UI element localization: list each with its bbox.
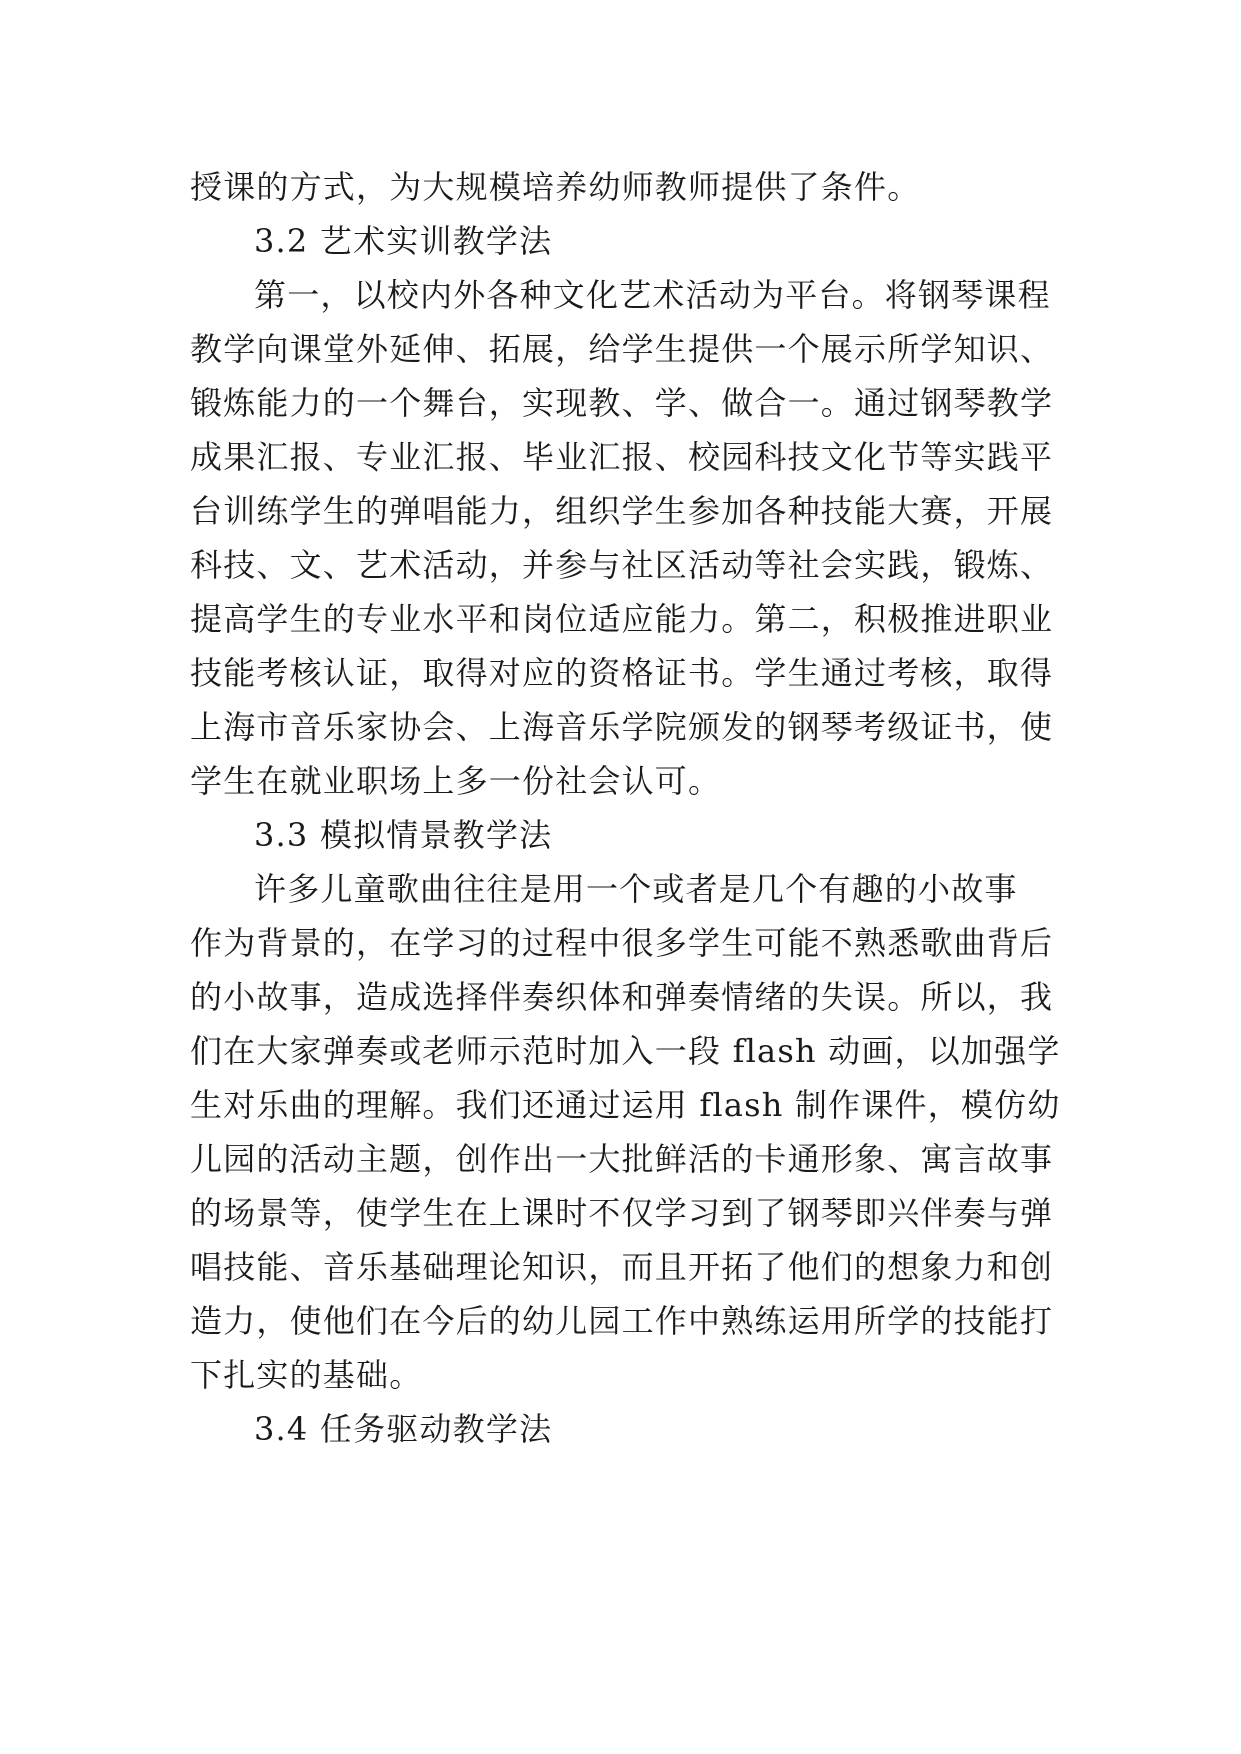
paragraph-line: 第一，以校内外各种文化艺术活动为平台。将钢琴课程 <box>254 276 1051 314</box>
paragraph-line: 技能考核认证，取得对应的资格证书。学生通过考核，取得 <box>190 654 1054 692</box>
paragraph-line: 的场景等，使学生在上课时不仅学习到了钢琴即兴伴奏与弹 <box>190 1194 1054 1232</box>
paragraph-line: 儿园的活动主题，创作出一大批鲜活的卡通形象、寓言故事 <box>190 1140 1054 1178</box>
paragraph-line: 许多儿童歌曲往往是用一个或者是几个有趣的小故事 <box>254 870 1018 908</box>
paragraph-line: 造力，使他们在今后的幼儿园工作中熟练运用所学的技能打 <box>190 1302 1054 1340</box>
paragraph-line: 学生在就业职场上多一份社会认可。 <box>190 762 722 800</box>
section-heading-3-4: 3.4 任务驱动教学法 <box>254 1410 553 1448</box>
section-heading-3-3: 3.3 模拟情景教学法 <box>254 816 553 854</box>
paragraph-line: 科技、文、艺术活动，并参与社区活动等社会实践，锻炼、 <box>190 546 1054 584</box>
paragraph-line: 作为背景的，在学习的过程中很多学生可能不熟悉歌曲背后 <box>190 924 1054 962</box>
paragraph-line: 成果汇报、专业汇报、毕业汇报、校园科技文化节等实践平 <box>190 438 1054 476</box>
paragraph-line: 的小故事，造成选择伴奏织体和弹奏情绪的失误。所以，我 <box>190 978 1054 1016</box>
paragraph-line: 提高学生的专业水平和岗位适应能力。第二，积极推进职业 <box>190 600 1054 638</box>
paragraph-line: 们在大家弹奏或老师示范时加入一段 flash 动画，以加强学 <box>190 1032 1061 1070</box>
paragraph-line: 生对乐曲的理解。我们还通过运用 flash 制作课件，模仿幼 <box>190 1086 1061 1124</box>
paragraph-line: 台训练学生的弹唱能力，组织学生参加各种技能大赛，开展 <box>190 492 1054 530</box>
paragraph-line: 唱技能、音乐基础理论知识，而且开拓了他们的想象力和创 <box>190 1248 1054 1286</box>
paragraph-line: 下扎实的基础。 <box>190 1356 423 1394</box>
paragraph-line: 锻炼能力的一个舞台，实现教、学、做合一。通过钢琴教学 <box>190 384 1054 422</box>
paragraph-line: 教学向课堂外延伸、拓展，给学生提供一个展示所学知识、 <box>190 330 1054 368</box>
paragraph-line: 授课的方式，为大规模培养幼师教师提供了条件。 <box>190 168 921 206</box>
paragraph-line: 上海市音乐家协会、上海音乐学院颁发的钢琴考级证书，使 <box>190 708 1054 746</box>
section-heading-3-2: 3.2 艺术实训教学法 <box>254 222 553 260</box>
